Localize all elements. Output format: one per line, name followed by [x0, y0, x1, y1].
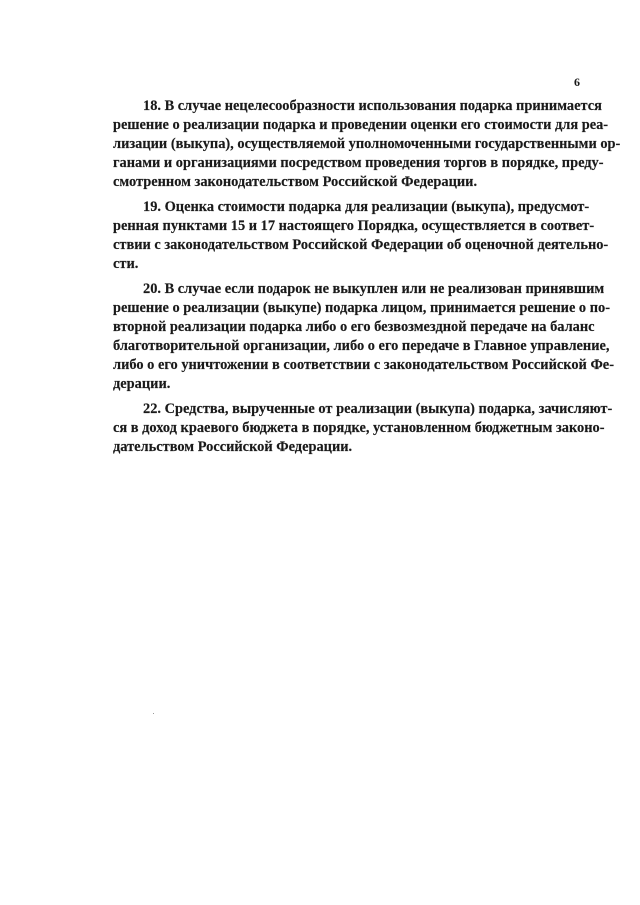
- document-body: [113, 97, 621, 463]
- paragraph-18: [113, 97, 621, 192]
- page-number: 6: [574, 75, 580, 89]
- paragraph-line: ренная пунктами 15 и 17 настоящего Порядка, осуществляется в соответ-: [113, 218, 595, 234]
- paragraph-line: решение о реализации подарка и проведении оценки его стоимости для реа-: [113, 117, 609, 133]
- paragraph-line: 19. Оценка стоимости подарка для реализации (выкупа), предусмот-: [143, 199, 590, 215]
- paragraph-22: [113, 400, 613, 457]
- paragraph-line: сти.: [113, 256, 139, 272]
- paragraph-line: дерации.: [113, 376, 171, 392]
- paragraph-line: ствии с законодательством Российской Федерации об оценочной деятельно-: [113, 237, 609, 253]
- paragraph-line: лизации (выкупа), осуществляемой уполномоченными государственными ор-: [113, 136, 621, 152]
- paragraph-line: смотренном законодательством Российской Федерации.: [113, 174, 478, 190]
- paragraph-line: 18. В случае нецелесообразности использования подарка принимается: [143, 98, 602, 114]
- paragraph-line: 20. В случае если подарок не выкуплен или не реализован принявшим: [143, 281, 605, 297]
- paragraph-line: ся в доход краевого бюджета в порядке, установленном бюджетным законо-: [113, 420, 605, 436]
- paragraph-line: благотворительной организации, либо о его передаче в Главное управление,: [113, 338, 610, 354]
- paragraph-line: ганами и организациями посредством проведения торгов в порядке, преду-: [113, 155, 604, 171]
- scan-speck: [153, 713, 154, 714]
- paragraph-line: дательством Российской Федерации.: [113, 439, 353, 455]
- paragraph-line: вторной реализации подарка либо о его безвозмездной передаче на баланс: [113, 319, 595, 335]
- paragraph-line: либо о его уничтожении в соответствии с законодательством Российской Фе-: [113, 357, 614, 373]
- paragraph-line: решение о реализации (выкупе) подарка лицом, принимается решение о по-: [113, 300, 610, 316]
- paragraph-19: [113, 198, 609, 274]
- paragraph-20: [113, 280, 614, 394]
- paragraph-line: 22. Средства, вырученные от реализации (выкупа) подарка, зачисляют-: [143, 401, 613, 417]
